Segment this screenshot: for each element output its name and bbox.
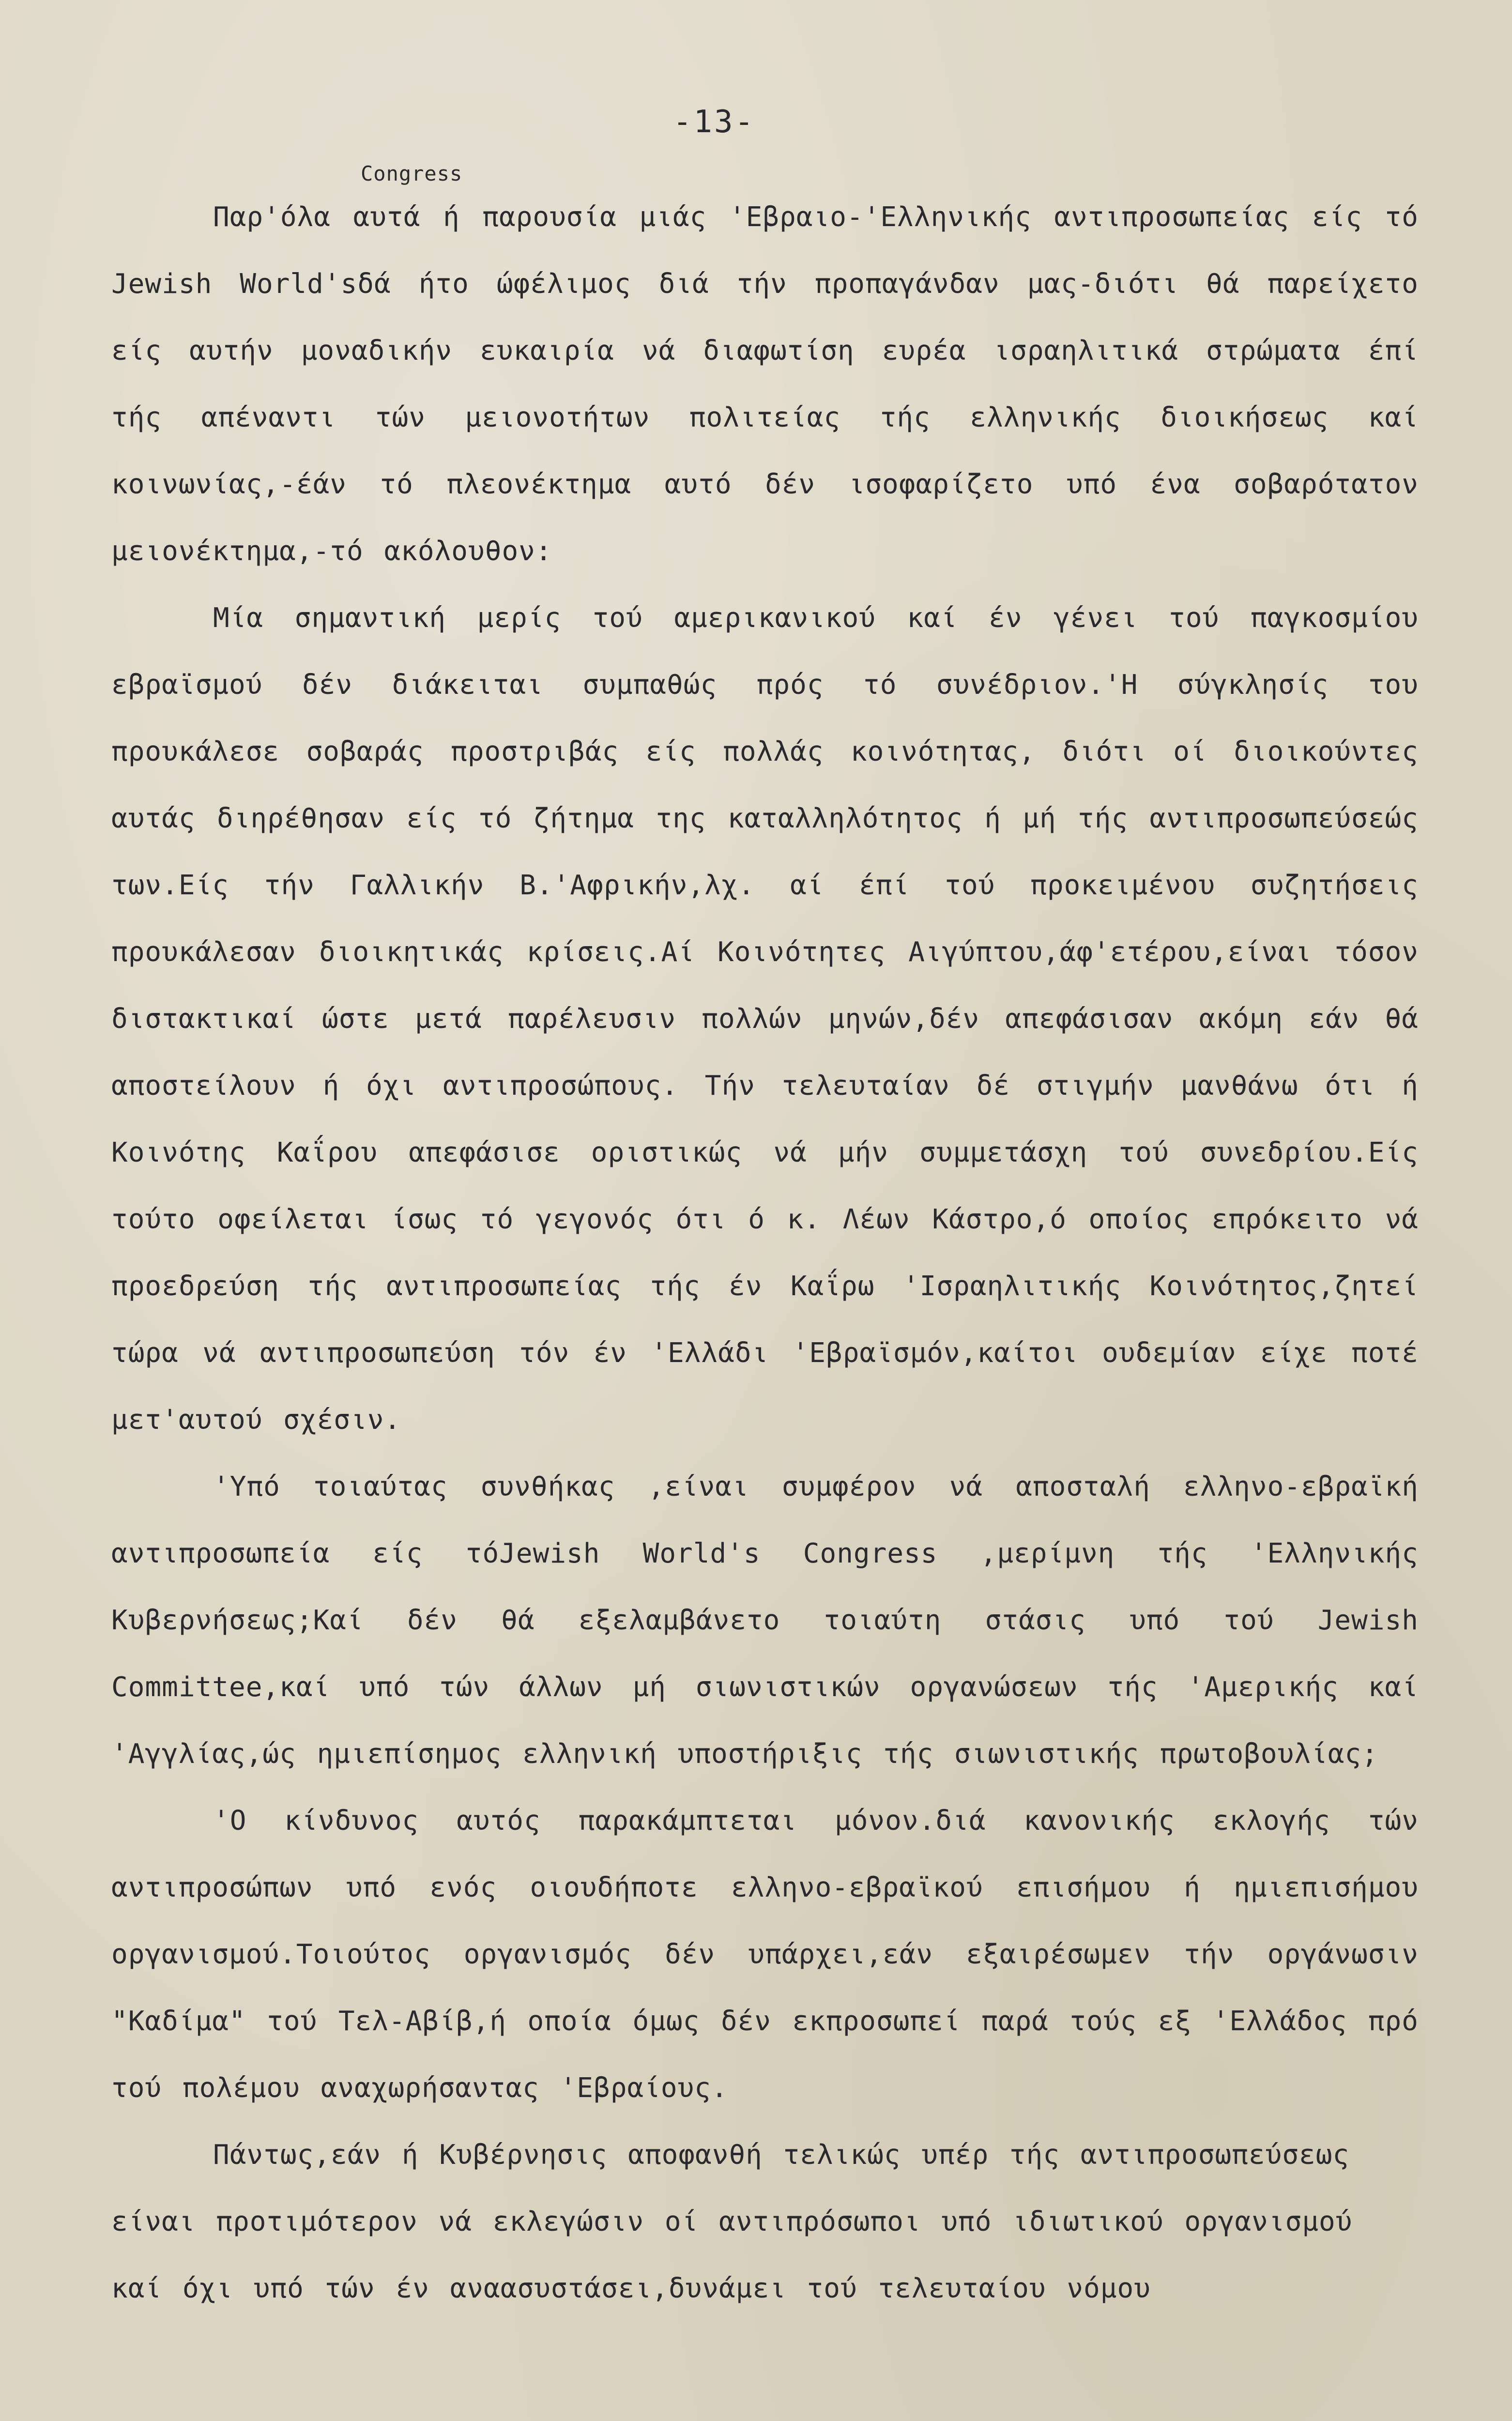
paragraph-2: Μία σημαντική μερίς τού αμερικανικού καί έν γένει τού παγκοσμίου εβραϊσμού δέν διάκειται συμπαθώς πρός τό συνέδριον.'Η σύγκλησίς του προυκάλεσε σοβαράς προστριβάς είς πολλάς κοινότητας, διότι οί διοικούντες αυτάς διηρέθησαν είς τό ζήτημα της καταλληλότητος ή μή τής αντιπροσωπεύσεώς των.Είς τήν Γαλλικήν Β.'Αφρικήν,λχ. αί έπί τού προκειμένου συζητήσεις προυκάλεσαν διοικητικάς κρίσεις.Αί Κοινότητες Αιγύπτου,άφ'ετέρου,είναι τόσον διστακτικαί ώστε μετά παρέλευσιν πολλών μηνών,δέν απεφάσισαν ακόμη εάν θά αποστείλουν ή όχι αντιπροσώπους. Τήν τελευταίαν δέ στιγμήν μανθάνω ότι ή Κοινότης Καΐρου απεφάσισε οριστικώς νά μήν συμμετάσχη τού συνεδρίου.Είς τούτο οφείλεται ίσως τό γεγονός ότι ό κ. Λέων Κάστρο,ό οποίος επρόκειτο νά προεδρεύση τής αντιπροσωπείας τής έν Καΐρω 'Ισραηλιτικής Κοινότητος,ζητεί τώρα νά αντιπροσωπεύση τόν έν 'Ελλάδι 'Εβραϊσμόν,καίτοι ουδεμίαν είχε ποτέ μετ'αυτού σχέσιν.	[111, 602, 1419, 1436]
interlinear-insert: Congress	[361, 162, 463, 185]
paragraph-5: Πάντως,εάν ή Κυβέρνησις αποφανθή τελικώς υπέρ τής αντιπροσωπεύσεως είναι προτιμότερον νά εκλεγώσιν οί αντιπρόσωποι υπό ιδιωτικού οργανισμού καί όχι υπό τών έν αναασυστάσει,δυνάμει τού τελευταίου νόμου	[111, 2139, 1353, 2304]
paragraph-1: Παρ'όλα αυτά ή παρουσία μιάς 'Εβραιο-'Ελληνικής αντιπροσωπείας είς τό Jewish World'sδά ήτο ώφέλιμος διά τήν προπαγάνδαν μας-διότι θά παρείχετο είς αυτήν μοναδικήν ευκαιρία νά διαφωτίση ευρέα ισραηλιτικά στρώματα έπί τής απέναντι τών μειονοτήτων πολιτείας τής ελληνικής διοικήσεως καί κοινωνίας,-έάν τό πλεονέκτημα αυτό δέν ισοφαρίζετο υπό ένα σοβαρότατον μειονέκτημα,-τό ακόλουθον:	[111, 201, 1419, 567]
paragraph-4: 'Ο κίνδυνος αυτός παρακάμπτεται μόνον.διά κανονικής εκλογής τών αντιπροσώπων υπό ενός οιουδήποτε ελληνο-εβραϊκού επισήμου ή ημιεπισήμου οργανισμού.Τοιούτος οργανισμός δέν υπάρχει,εάν εξαιρέσωμεν τήν οργάνωσιν "Καδίμα" τού Τελ-Αβίβ,ή οποία όμως δέν εκπροσωπεί παρά τούς εξ 'Ελλάδος πρό τού πολέμου αναχωρήσαντας 'Εβραίους.	[111, 1805, 1419, 2104]
page-number: -13-	[672, 104, 756, 140]
paragraph-3: 'Υπό τοιαύτας συνθήκας ,είναι συμφέρον νά αποσταλή ελληνο-εβραϊκή αντιπροσωπεία είς τόJewish World's Congress ,μερίμνη τής 'Ελληνικής Κυβερνήσεως;Καί δέν θά εξελαμβάνετο τοιαύτη στάσις υπό τού Jewish Committee,καί υπό τών άλλων μή σιωνιστικών οργανώσεων τής 'Αμερικής καί 'Αγγλίας,ώς ημιεπίσημος ελληνική υποστήριξις τής σιωνιστικής πρωτοβουλίας;	[111, 1471, 1419, 1770]
body-text	[111, 184, 1419, 2322]
